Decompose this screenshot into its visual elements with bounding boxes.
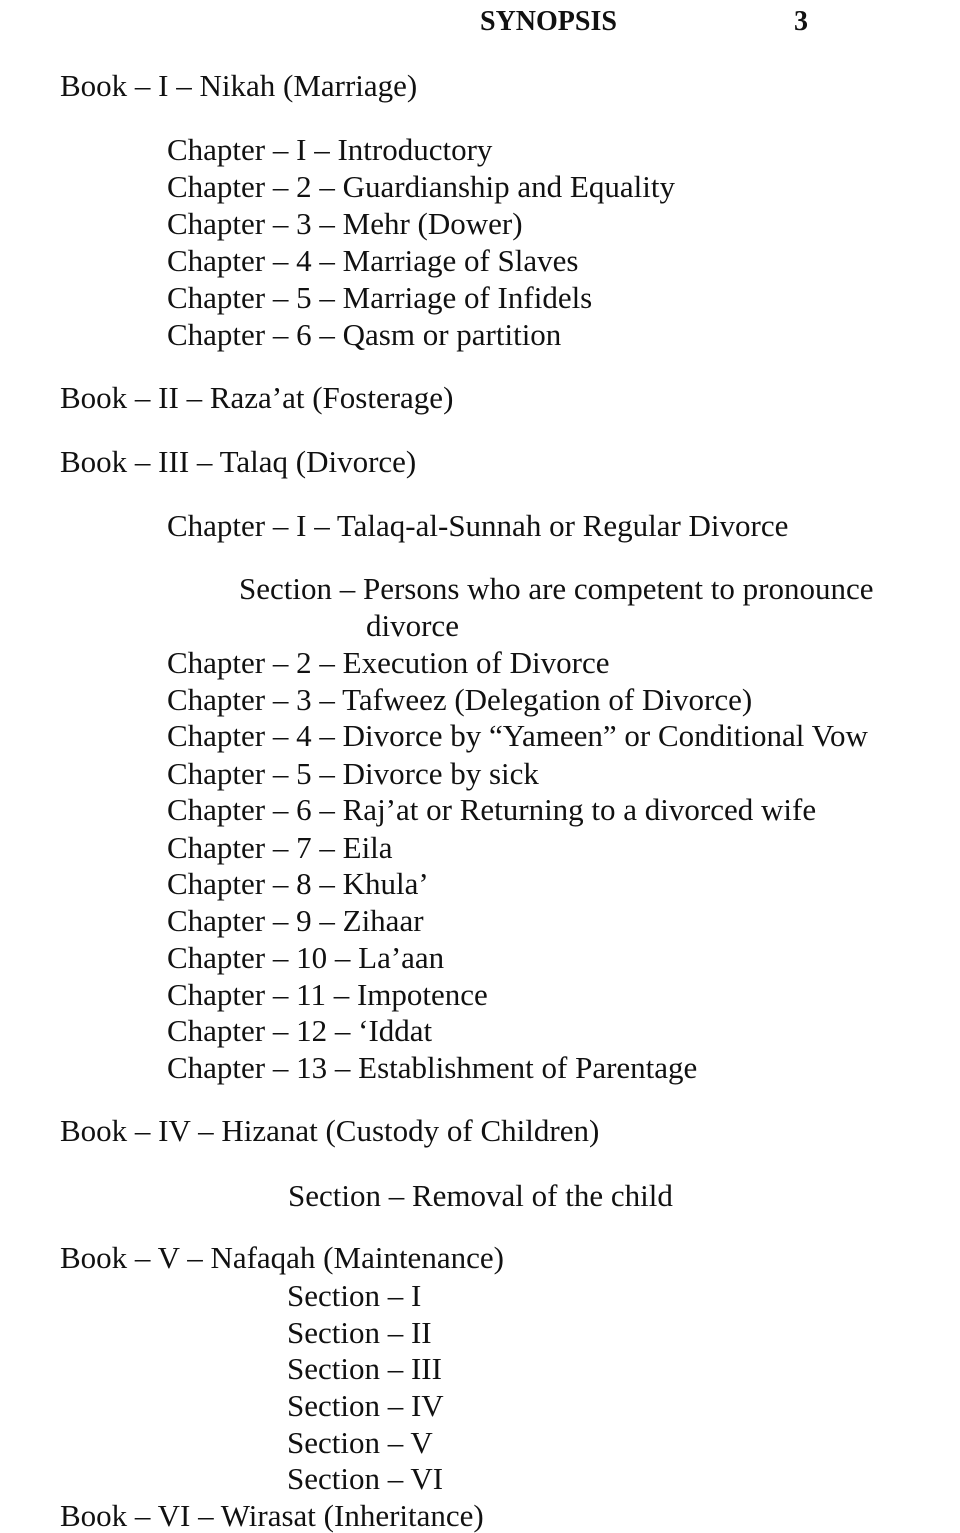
section-entry: Section – Persons who are competent to pronounce (239, 571, 874, 606)
section-entry-continuation: divorce (366, 608, 459, 643)
section-entry: Section – II (287, 1315, 432, 1350)
chapter-entry: Chapter – 5 – Divorce by sick (167, 756, 539, 791)
chapter-entry: Chapter – I – Introductory (167, 132, 493, 167)
chapter-entry: Chapter – 11 – Impotence (167, 977, 488, 1012)
chapter-entry: Chapter – 10 – La’aan (167, 940, 445, 975)
page-title: SYNOPSIS (480, 6, 617, 37)
chapter-entry: Chapter – 2 – Guardianship and Equality (167, 169, 675, 204)
chapter-entry: Chapter – 3 – Mehr (Dower) (167, 206, 523, 241)
chapter-entry: Chapter – 6 – Raj’at or Returning to a divorced wife (167, 792, 817, 827)
book-heading: Book – VI – Wirasat (Inheritance) (60, 1498, 484, 1533)
chapter-entry: Chapter – 4 – Marriage of Slaves (167, 243, 579, 278)
section-entry: Section – III (287, 1351, 442, 1386)
section-entry: Section – I (287, 1278, 422, 1313)
chapter-entry: Chapter – 12 – ‘Iddat (167, 1013, 433, 1048)
section-entry: Section – V (287, 1425, 433, 1460)
book-heading: Book – V – Nafaqah (Maintenance) (60, 1240, 504, 1275)
section-entry: Section – Removal of the child (288, 1178, 673, 1213)
chapter-entry: Chapter – I – Talaq-al-Sunnah or Regular Divorce (167, 508, 789, 543)
section-entry: Section – IV (287, 1388, 444, 1423)
book-heading: Book – III – Talaq (Divorce) (60, 444, 417, 479)
chapter-entry: Chapter – 7 – Eila (167, 830, 393, 865)
book-heading: Book – IV – Hizanat (Custody of Children) (60, 1113, 600, 1148)
book-heading: Book – II – Raza’at (Fosterage) (60, 380, 454, 415)
chapter-entry: Chapter – 4 – Divorce by “Yameen” or Conditional Vow (167, 718, 868, 753)
chapter-entry: Chapter – 6 – Qasm or partition (167, 317, 562, 352)
chapter-entry: Chapter – 13 – Establishment of Parentage (167, 1050, 698, 1085)
page-number: 3 (794, 6, 808, 37)
chapter-entry: Chapter – 8 – Khula’ (167, 866, 429, 901)
chapter-entry: Chapter – 5 – Marriage of Infidels (167, 280, 593, 315)
book-heading: Book – I – Nikah (Marriage) (60, 68, 418, 103)
chapter-entry: Chapter – 3 – Tafweez (Delegation of Divorce) (167, 682, 753, 717)
chapter-entry: Chapter – 2 – Execution of Divorce (167, 645, 610, 680)
section-entry: Section – VI (287, 1461, 444, 1496)
chapter-entry: Chapter – 9 – Zihaar (167, 903, 424, 938)
